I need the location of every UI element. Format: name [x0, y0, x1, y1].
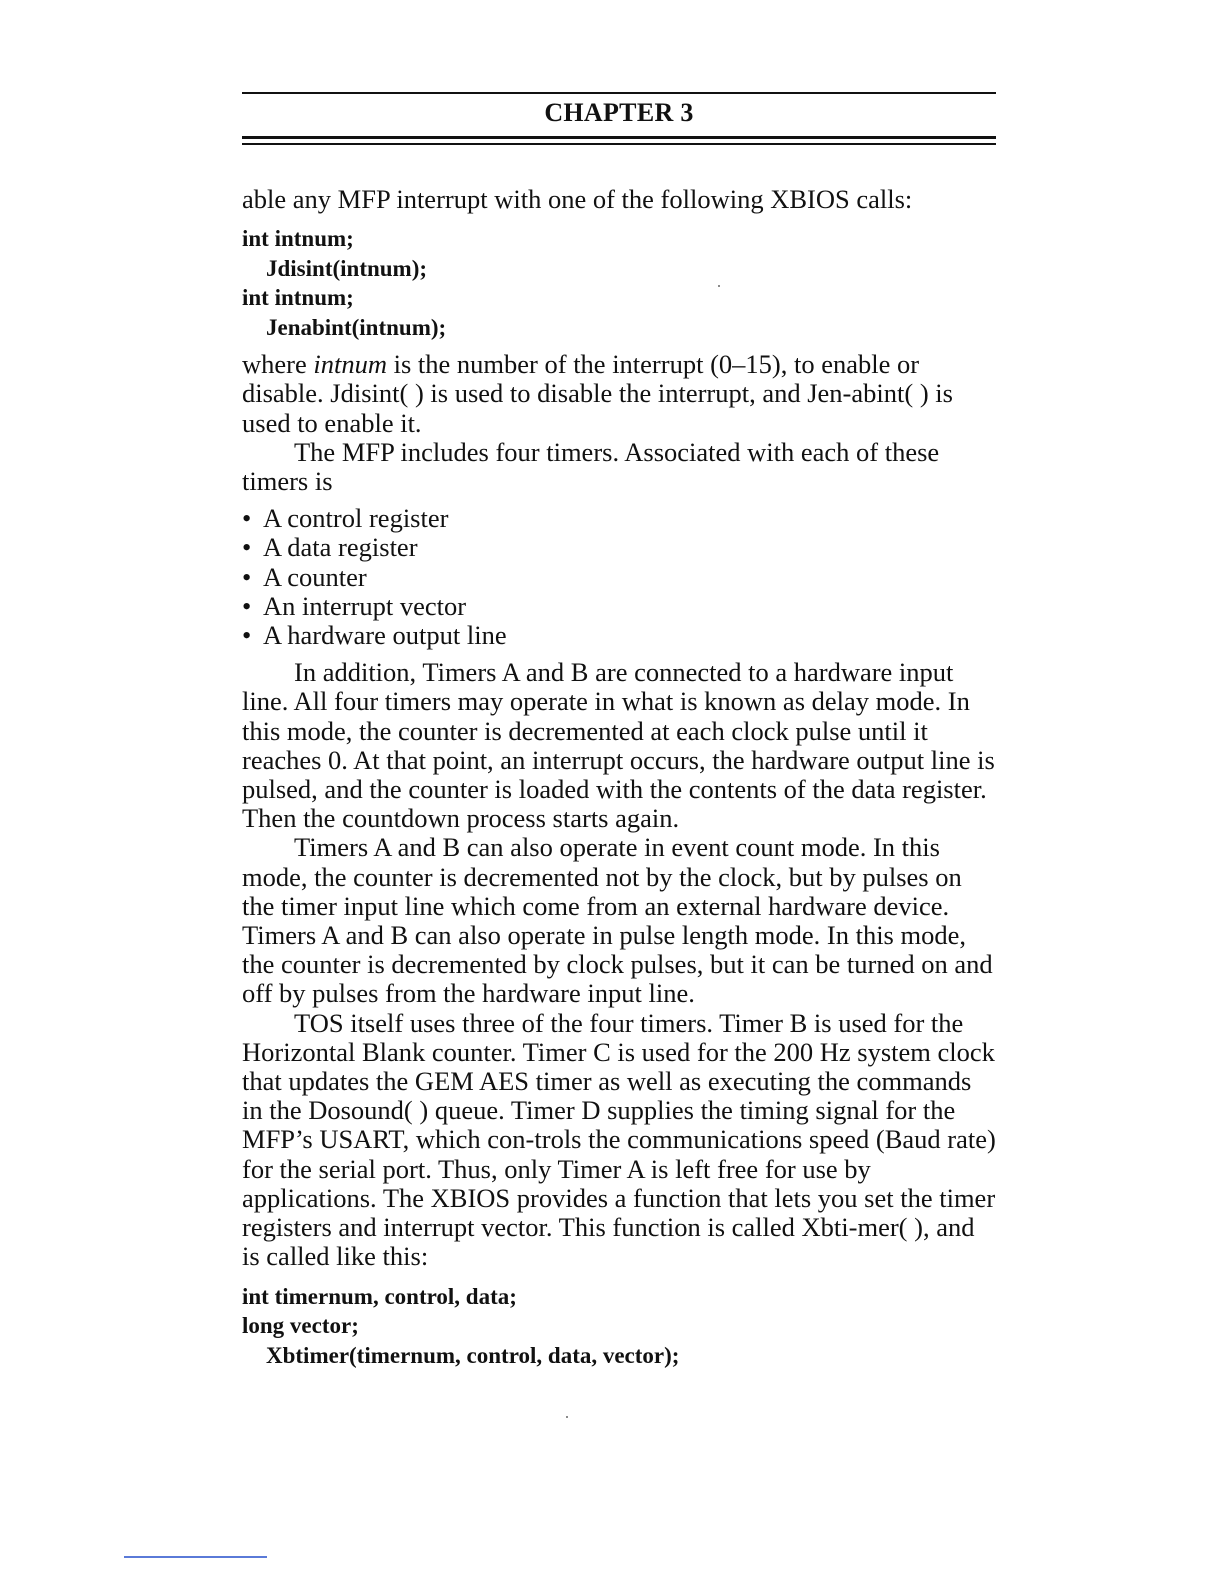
paragraph-text: where — [242, 349, 314, 380]
code-block-interrupts — [242, 224, 996, 342]
bullet-icon: • — [242, 561, 252, 592]
footer-rule — [124, 1556, 267, 1558]
header-top-rule — [242, 92, 996, 94]
list-item-text: A control register — [263, 503, 449, 534]
list-item — [242, 563, 996, 592]
paragraph-event-count-mode: Timers A and B can also operate in event count mode. In this mode, the counter is decremented not by the clock, but by pulses on the timer input line which come from an external hardware device. Timers A and B can also operate in pulse length mode. In this mode, the counter is decremented by clock pulses, but it can be turned on and off by pulses from the hardware input line. — [242, 832, 993, 1009]
code-line: long vector; — [242, 1313, 359, 1338]
code-line: Jdisint(intnum); — [266, 255, 428, 281]
bullet-icon: • — [242, 590, 252, 621]
code-line: Xbtimer(timernum, control, data, vector); — [266, 1342, 680, 1368]
emphasis-intnum: intnum — [313, 349, 387, 380]
paragraph-text: is the number of the interrupt (0–15), to enable or disable. Jdisint( ) is used to disable the interrupt, and Jen-abint( ) is used to enable it. — [242, 349, 953, 438]
bullet-icon: • — [242, 503, 252, 534]
list-item — [242, 592, 996, 621]
list-item-text: A counter — [263, 561, 367, 592]
code-line: int intnum; — [242, 226, 354, 252]
lead-sentence: able any MFP interrupt with one of the following XBIOS calls: — [242, 184, 913, 214]
document-page — [242, 92, 996, 1378]
list-item-text: A data register — [263, 532, 418, 563]
paragraph-intnum — [242, 350, 996, 438]
list-item — [242, 504, 996, 533]
code-line: int timernum, control, data; — [242, 1283, 517, 1309]
paragraph-timers-intro: The MFP includes four timers. Associated with each of these timers is — [242, 436, 940, 497]
paragraph-tos-timers: TOS itself uses three of the four timers. Timer B is used for the Horizontal Blank counter. Timer C is used for the 200 Hz system clock that updates the GEM AES timer as well as executing the commands in the Dosound( ) queue. Timer D supplies the timing signal for the MFP’s USART, which con-trols the communications speed (Baud rate) for the serial port. Thus, only Timer A is left free for use by applications. The XBIOS provides a function that lets you set the timer registers and interrupt vector. This function is called Xbti-mer( ), and is called like this: — [242, 1007, 996, 1272]
code-line: Jenabint(intnum); — [266, 314, 447, 340]
timer-features-list — [242, 504, 996, 650]
bullet-icon: • — [242, 620, 252, 651]
code-block-xbtimer — [242, 1282, 996, 1371]
list-item — [242, 533, 996, 562]
chapter-heading: CHAPTER 3 — [544, 98, 694, 127]
paragraph-delay-mode: In addition, Timers A and B are connected to a hardware input line. All four timers may operate in what is known as delay mode. In this mode, the counter is decremented at each clock pulse until it reaches 0. At that point, an interrupt occurs, the hardware output line is pulsed, and the counter is loaded with the contents of the data register. Then the countdown process starts again. — [242, 657, 995, 834]
scan-speck — [566, 1416, 568, 1418]
scan-speck — [718, 285, 720, 287]
list-item-text: A hardware output line — [263, 620, 507, 651]
code-line: int intnum; — [242, 285, 354, 311]
list-item — [242, 621, 996, 650]
list-item-text: An interrupt vector — [263, 590, 467, 621]
header-double-rule — [242, 136, 996, 145]
bullet-icon: • — [242, 532, 252, 563]
